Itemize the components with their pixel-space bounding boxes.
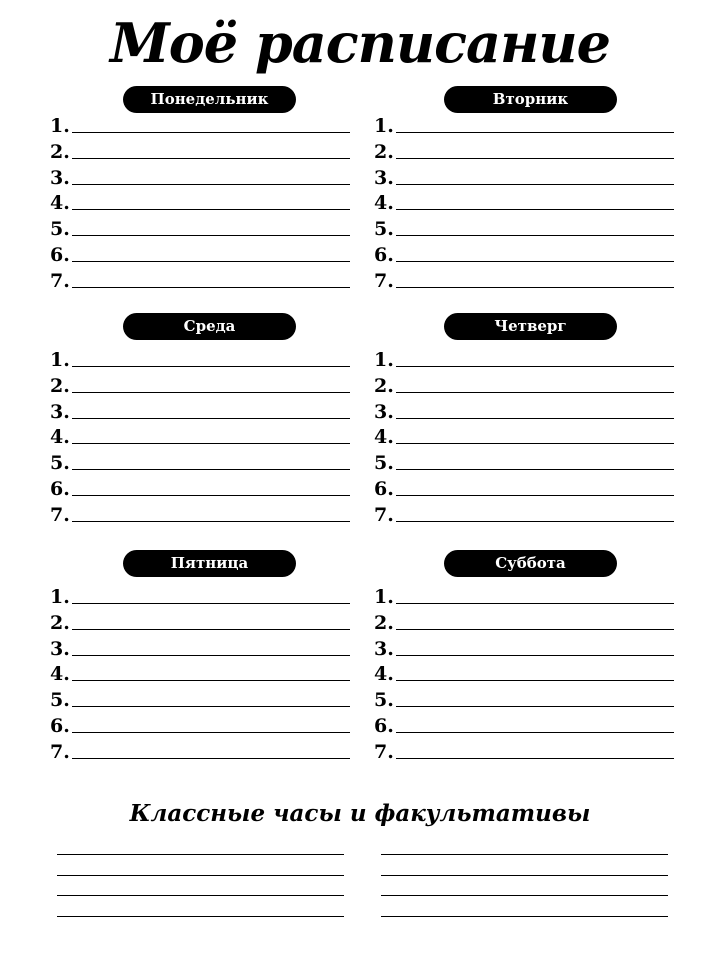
day-label-saturday: Суббота [444, 550, 617, 577]
day-label-friday: Пятница [123, 550, 296, 577]
write-line [396, 495, 674, 496]
lesson-row[interactable] [50, 218, 350, 244]
lesson-number: 7. [50, 269, 70, 292]
lesson-number: 2. [374, 611, 394, 634]
lesson-number: 4. [374, 663, 394, 686]
lesson-row[interactable] [50, 586, 350, 612]
lesson-list-monday [50, 115, 350, 296]
lesson-number: 7. [374, 503, 394, 526]
lesson-number: 4. [50, 192, 70, 215]
write-line [396, 603, 674, 604]
write-line [72, 495, 350, 496]
lesson-row[interactable] [50, 426, 350, 452]
lesson-row[interactable] [50, 478, 350, 504]
lesson-number: 1. [50, 586, 70, 608]
lesson-number: 7. [374, 269, 394, 292]
lesson-number: 1. [374, 349, 394, 371]
write-line [396, 521, 674, 522]
lesson-number: 6. [50, 714, 70, 737]
lesson-number: 6. [50, 243, 70, 266]
write-line [72, 392, 350, 393]
write-line [396, 629, 674, 630]
lesson-row[interactable] [50, 141, 350, 167]
day-label-monday: Понедельник [123, 86, 296, 113]
lesson-number: 1. [374, 586, 394, 608]
lesson-row[interactable] [374, 218, 674, 244]
lesson-row[interactable] [374, 270, 674, 296]
write-line [72, 209, 350, 210]
write-line[interactable] [381, 854, 668, 875]
lesson-row[interactable] [374, 452, 674, 478]
lesson-number: 2. [50, 140, 70, 163]
lesson-row[interactable] [374, 192, 674, 218]
lesson-row[interactable] [374, 741, 674, 767]
write-line [72, 366, 350, 367]
lesson-row[interactable] [50, 452, 350, 478]
lesson-row[interactable] [374, 663, 674, 689]
lesson-list-thursday [374, 349, 674, 530]
lesson-row[interactable] [50, 115, 350, 141]
lesson-row[interactable] [50, 270, 350, 296]
lesson-row[interactable] [50, 663, 350, 689]
write-line[interactable] [381, 916, 668, 937]
lesson-row[interactable] [374, 244, 674, 270]
write-line [72, 184, 350, 185]
lesson-row[interactable] [374, 638, 674, 664]
write-line [72, 443, 350, 444]
lesson-row[interactable] [50, 401, 350, 427]
lesson-number: 3. [50, 637, 70, 660]
lesson-number: 6. [374, 714, 394, 737]
lesson-row[interactable] [50, 167, 350, 193]
lesson-number: 6. [374, 243, 394, 266]
lesson-row[interactable] [50, 349, 350, 375]
lesson-row[interactable] [50, 375, 350, 401]
write-line [396, 443, 674, 444]
lesson-number: 3. [374, 400, 394, 423]
day-label-wednesday: Среда [123, 313, 296, 340]
lesson-list-tuesday [374, 115, 674, 296]
lesson-row[interactable] [374, 167, 674, 193]
write-line [72, 469, 350, 470]
lesson-number: 5. [50, 689, 70, 712]
lesson-row[interactable] [50, 689, 350, 715]
day-label-thursday: Четверг [444, 313, 617, 340]
write-line [72, 680, 350, 681]
write-line [396, 758, 674, 759]
lesson-number: 7. [50, 503, 70, 526]
lesson-number: 3. [374, 637, 394, 660]
write-line [396, 680, 674, 681]
write-line[interactable] [57, 875, 344, 896]
lesson-row[interactable] [50, 612, 350, 638]
lesson-number: 4. [50, 663, 70, 686]
lesson-row[interactable] [374, 478, 674, 504]
write-line [72, 706, 350, 707]
lesson-row[interactable] [374, 115, 674, 141]
write-line [72, 132, 350, 133]
lesson-number: 3. [50, 166, 70, 189]
lesson-number: 5. [50, 218, 70, 241]
write-line [72, 418, 350, 419]
write-line [396, 261, 674, 262]
write-line[interactable] [57, 916, 344, 937]
write-line [396, 418, 674, 419]
lesson-number: 3. [374, 166, 394, 189]
lesson-row[interactable] [50, 244, 350, 270]
lesson-row[interactable] [374, 689, 674, 715]
write-line[interactable] [381, 875, 668, 896]
lesson-row[interactable] [374, 426, 674, 452]
write-line [72, 758, 350, 759]
lesson-number: 4. [50, 426, 70, 449]
write-line [72, 732, 350, 733]
write-line[interactable] [57, 854, 344, 875]
lesson-row[interactable] [50, 638, 350, 664]
lesson-number: 3. [50, 400, 70, 423]
lesson-number: 7. [374, 740, 394, 763]
write-line [396, 158, 674, 159]
lesson-list-friday [50, 586, 350, 767]
lesson-number: 4. [374, 192, 394, 215]
lesson-number: 6. [50, 477, 70, 500]
write-line[interactable] [57, 895, 344, 916]
write-line [396, 732, 674, 733]
write-line [396, 655, 674, 656]
lesson-number: 5. [374, 218, 394, 241]
write-line [396, 184, 674, 185]
write-line [396, 235, 674, 236]
lesson-number: 1. [374, 115, 394, 137]
lesson-row[interactable] [50, 715, 350, 741]
write-line [396, 287, 674, 288]
lesson-number: 2. [50, 611, 70, 634]
page-title: Моё расписание [110, 11, 610, 75]
lesson-row[interactable] [374, 504, 674, 530]
lesson-row[interactable] [374, 141, 674, 167]
day-label-tuesday: Вторник [444, 86, 617, 113]
lesson-row[interactable] [374, 612, 674, 638]
write-line [72, 261, 350, 262]
lesson-row[interactable] [374, 586, 674, 612]
write-line [396, 706, 674, 707]
write-line [72, 655, 350, 656]
lesson-row[interactable] [50, 741, 350, 767]
lesson-number: 5. [374, 689, 394, 712]
lesson-list-wednesday [50, 349, 350, 530]
write-line [72, 287, 350, 288]
lesson-number: 5. [374, 452, 394, 475]
lesson-row[interactable] [50, 504, 350, 530]
lesson-number: 2. [374, 140, 394, 163]
write-line [72, 603, 350, 604]
lesson-number: 4. [374, 426, 394, 449]
lesson-number: 1. [50, 349, 70, 371]
lesson-number: 5. [50, 452, 70, 475]
lesson-row[interactable] [374, 401, 674, 427]
extra-section-title: Классные часы и факультативы [129, 800, 591, 827]
extra-lines-left [57, 854, 344, 937]
write-line [72, 158, 350, 159]
lesson-number: 6. [374, 477, 394, 500]
write-line [396, 392, 674, 393]
write-line [72, 629, 350, 630]
lesson-number: 2. [50, 374, 70, 397]
lesson-number: 2. [374, 374, 394, 397]
extra-lines-right [381, 854, 668, 937]
lesson-row[interactable] [374, 349, 674, 375]
write-line [72, 521, 350, 522]
lesson-row[interactable] [374, 375, 674, 401]
write-line[interactable] [381, 895, 668, 916]
lesson-list-saturday [374, 586, 674, 767]
write-line [396, 469, 674, 470]
lesson-row[interactable] [374, 715, 674, 741]
lesson-number: 7. [50, 740, 70, 763]
write-line [72, 235, 350, 236]
lesson-row[interactable] [50, 192, 350, 218]
write-line [396, 132, 674, 133]
write-line [396, 209, 674, 210]
write-line [396, 366, 674, 367]
lesson-number: 1. [50, 115, 70, 137]
